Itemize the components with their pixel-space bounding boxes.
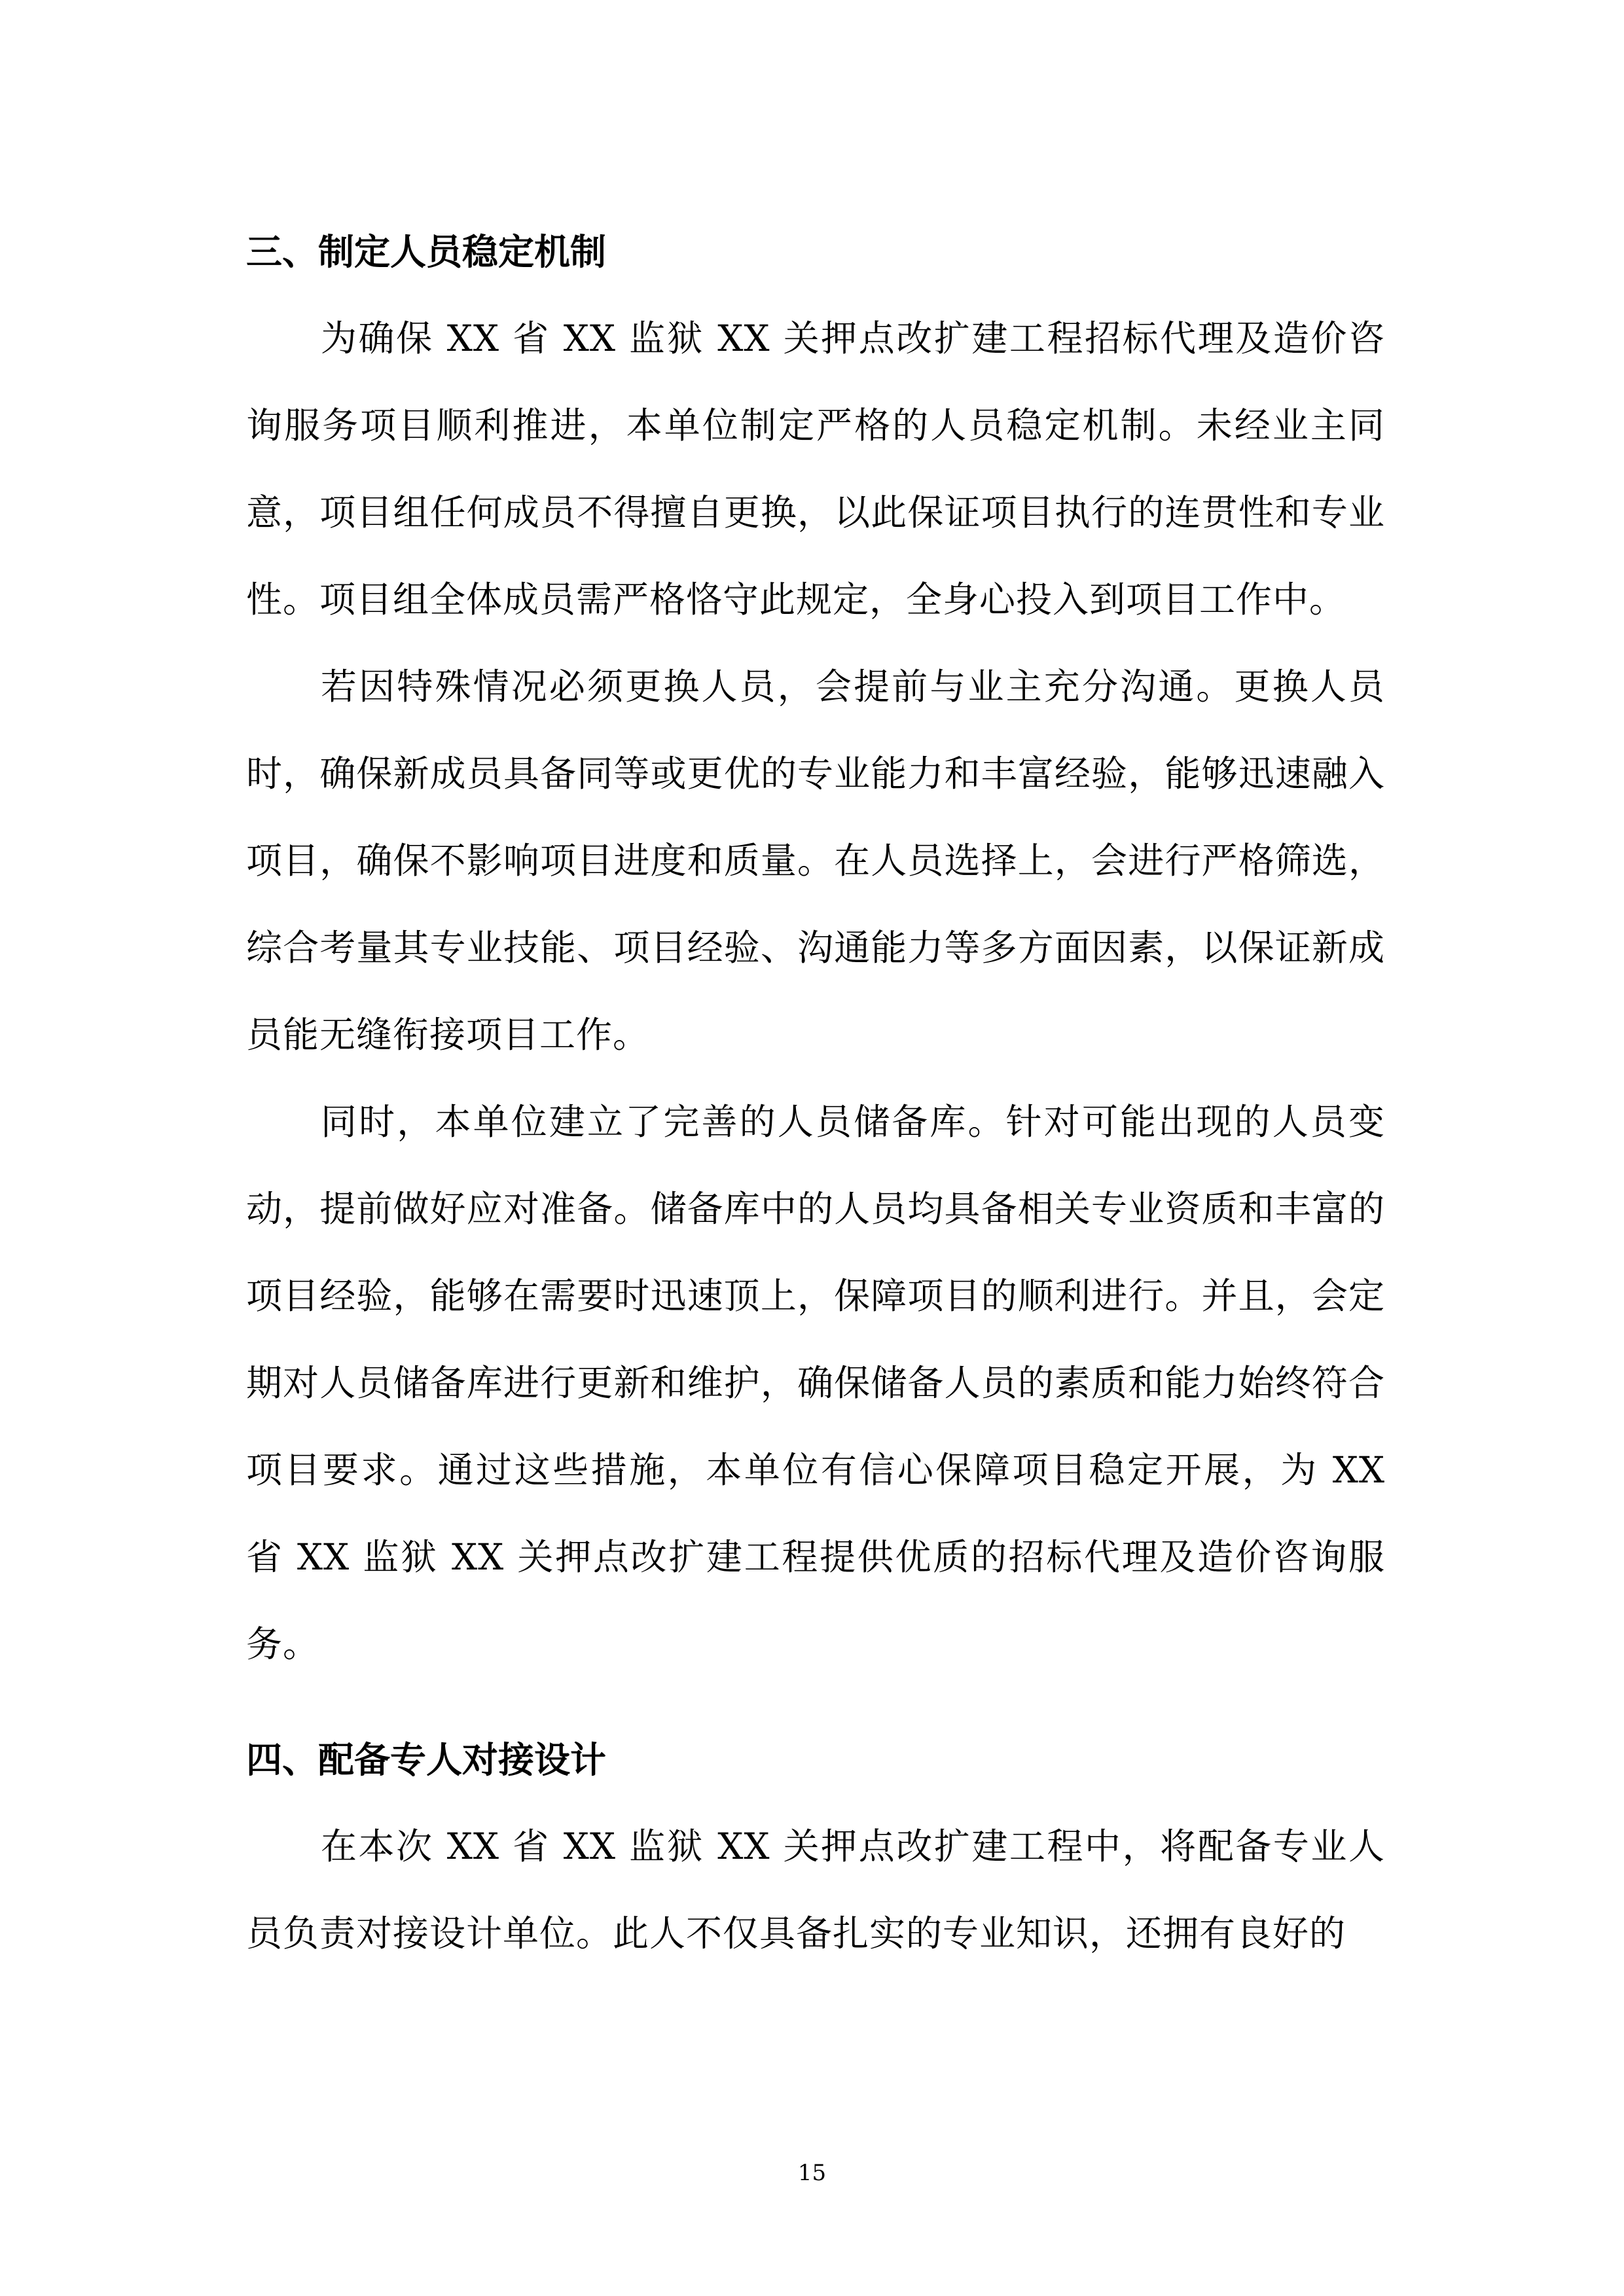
section-3-paragraph-3: 同时，本单位建立了完善的人员储备库。针对可能出现的人员变动，提前做好应对准备。储备库中的人员均具备相关专业资质和丰富的项目经验，能够在需要时迅速顶上，保障项目的顺利进行。并且，会定期对人员储备库进行更新和维护，确保储备人员的素质和能力始终符合项目要求。通过这些措施，本单位有信心保障项目稳定开展，为 XX 省 XX 监狱 XX 关押点改扩建工程提供优质的招标代理及造价咨询服务。 [246, 1101, 1385, 1665]
document-page [246, 208, 1385, 1977]
page-number: 15 [797, 2160, 827, 2186]
section-3-paragraph-2: 若因特殊情况必须更换人员，会提前与业主充分沟通。更换人员时，确保新成员具备同等或更优的专业能力和丰富经验，能够迅速融入项目，确保不影响项目进度和质量。在人员选择上，会进行严格筛选，综合考量其专业技能、项目经验、沟通能力等多方面因素，以保证新成员能无缝衔接项目工作。 [246, 666, 1385, 1056]
section-4-paragraph-1: 在本次 XX 省 XX 监狱 XX 关押点改扩建工程中，将配备专业人员负责对接设计单位。此人不仅具备扎实的专业知识，还拥有良好的 [246, 1825, 1385, 1954]
section-3-heading: 三、制定人员稳定机制 [246, 230, 607, 273]
section-3-paragraph-1: 为确保 XX 省 XX 监狱 XX 关押点改扩建工程招标代理及造价咨询服务项目顺利推进，本单位制定严格的人员稳定机制。未经业主同意，项目组任何成员不得擅自更换，以此保证项目执行的连贯性和专业性。项目组全体成员需严格恪守此规定，全身心投入到项目工作中。 [246, 317, 1385, 620]
section-4-heading: 四、配备专人对接设计 [246, 1738, 607, 1781]
